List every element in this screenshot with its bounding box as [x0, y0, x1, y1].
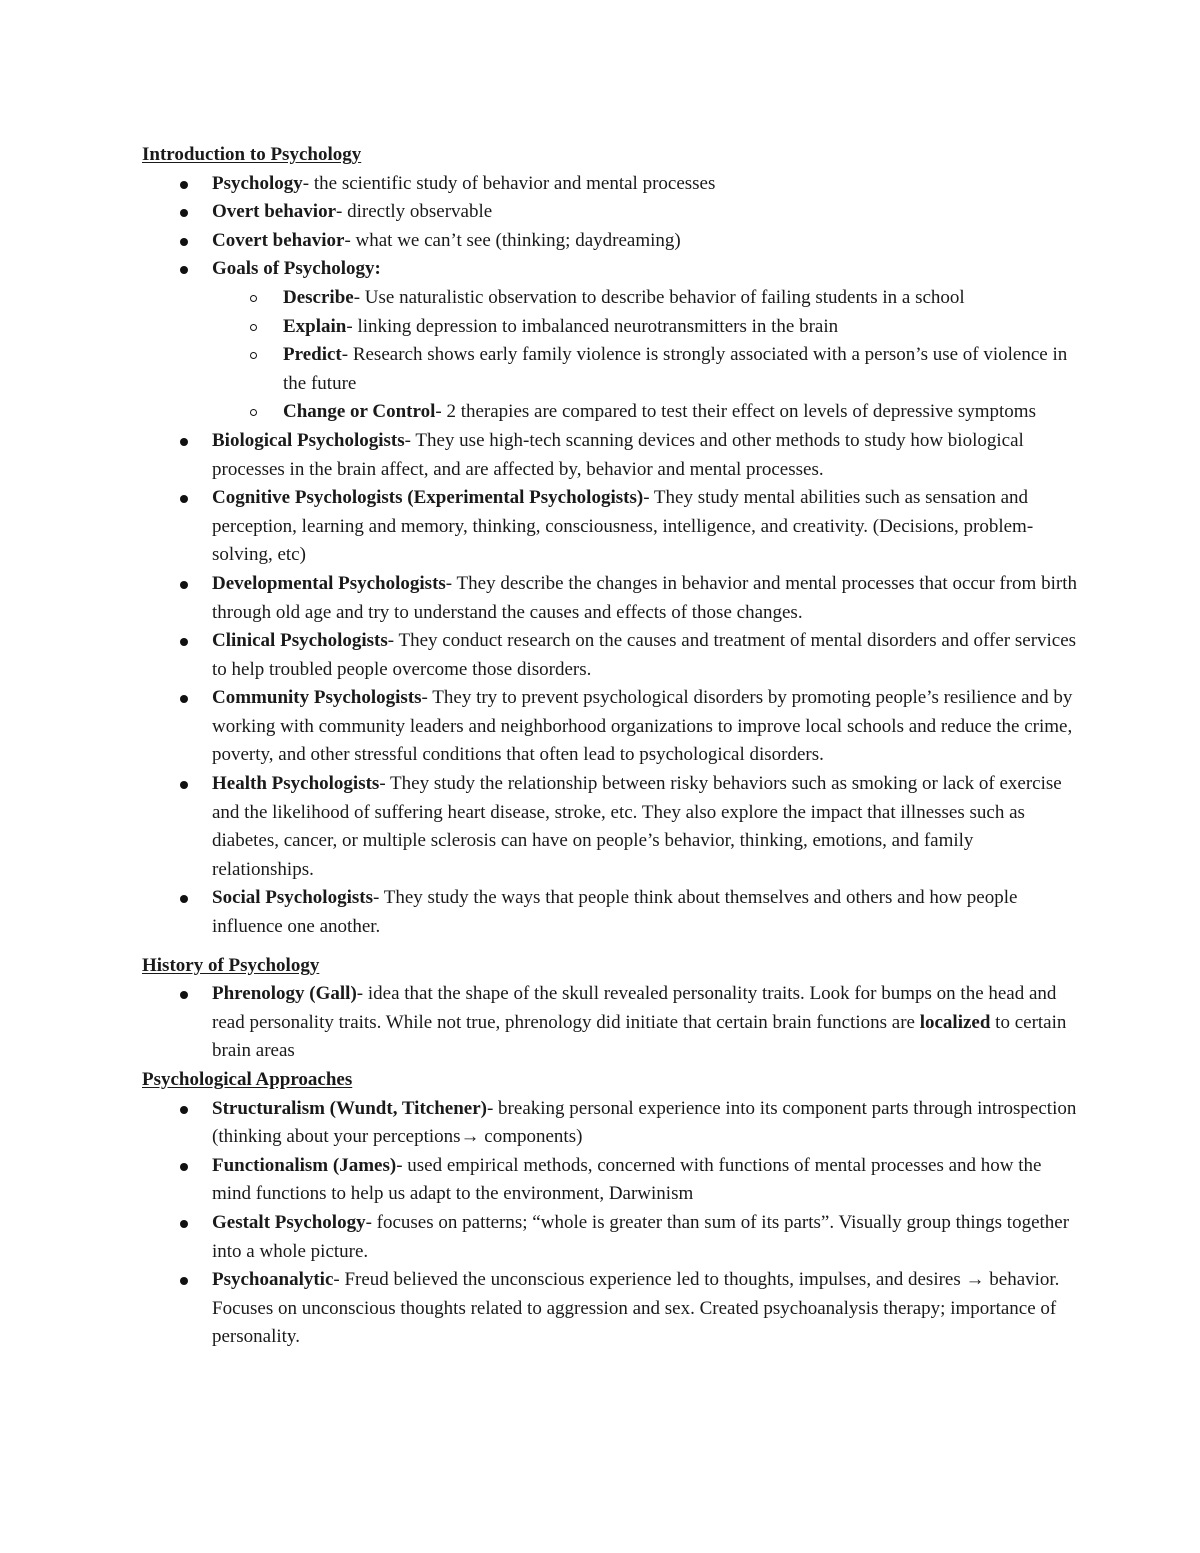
item-term: Goals of Psychology:	[212, 258, 381, 280]
list-item	[212, 684, 1080, 770]
item-text: - They study mental abilities such as sensation and perception, learning and memory, thinking, consciousness, intelligence, and creativity. (Decisions, problem-solving, etc)	[212, 487, 1034, 566]
item-text: - They try to prevent psychological disorders by promoting people’s resilience and by working with community leaders and neighborhood organizations to improve local schools and reduce the crime, poverty, and other stressful conditions that often lead to psychological disorders.	[212, 687, 1073, 766]
subitem-term: Predict	[283, 344, 342, 366]
item-term: Covert behavior	[212, 229, 345, 251]
list-item	[212, 1152, 1080, 1209]
item-term: Health Psychologists	[212, 773, 380, 795]
list-item	[212, 170, 1080, 199]
section-list-introduction	[142, 170, 1080, 942]
item-text: - the scientific study of behavior and mental processes	[302, 172, 716, 194]
item-text: - focuses on patterns; “whole is greater than sum of its parts”. Visually group things together into a whole picture.	[212, 1211, 1070, 1262]
item-term: Gestalt Psychology	[212, 1211, 366, 1233]
item-term-inline: localized	[919, 1011, 991, 1033]
item-text: - idea that the shape of the skull revealed personality traits. Look for bumps on the head and read personality traits. While not true, phrenology did initiate that certain brain functions are	[212, 983, 1057, 1033]
item-term: Cognitive Psychologists (Experimental Psychologists)	[212, 487, 644, 509]
sublist-item	[283, 341, 1080, 398]
item-term: Clinical Psychologists	[212, 630, 388, 652]
list-item	[212, 1095, 1080, 1152]
subitem-term: Describe	[283, 286, 354, 308]
section-list-approaches	[142, 1095, 1080, 1352]
item-text: - They describe the changes in behavior and mental processes that occur from birth through old age and try to understand the causes and effects of those changes.	[212, 572, 1077, 623]
subitem-term: Change or Control	[283, 401, 436, 423]
item-term: Community Psychologists	[212, 687, 422, 709]
subitem-term: Explain	[283, 315, 347, 337]
item-term: Overt behavior	[212, 201, 337, 223]
item-text: - breaking personal experience into its component parts through introspection (thinking about your perceptions→ components)	[212, 1097, 1077, 1148]
item-term: Psychoanalytic	[212, 1269, 334, 1291]
list-item	[212, 198, 1080, 227]
subitem-text: - linking depression to imbalanced neurotransmitters in the brain	[346, 315, 839, 337]
item-term: Developmental Psychologists	[212, 572, 446, 594]
sublist-item	[283, 398, 1080, 427]
list-item	[212, 627, 1080, 684]
item-text: - directly observable	[336, 201, 493, 223]
list-item	[212, 484, 1080, 570]
item-term: Structuralism (Wundt, Titchener)	[212, 1097, 487, 1119]
list-item	[212, 884, 1080, 941]
item-text: - They study the ways that people think about themselves and others and how people influence one another.	[212, 887, 1018, 938]
list-item	[212, 980, 1080, 1066]
item-text: - used empirical methods, concerned with functions of mental processes and how the mind functions to help us adapt to the environment, Darwinism	[212, 1154, 1042, 1205]
sublist-item	[283, 284, 1080, 313]
subitem-text: - 2 therapies are compared to test their effect on levels of depressive symptoms	[435, 401, 1036, 423]
item-term: Psychology	[212, 172, 303, 194]
sublist-goals	[212, 284, 1080, 427]
list-item	[212, 427, 1080, 484]
list-item	[212, 570, 1080, 627]
item-text: - They use high-tech scanning devices and other methods to study how biological processes in the brain affect, and are affected by, behavior and mental processes.	[212, 429, 1024, 480]
list-item	[212, 1209, 1080, 1266]
subitem-text: - Research shows early family violence is strongly associated with a person’s use of violence in the future	[283, 344, 1068, 394]
section-heading-history: History of Psychology	[142, 954, 320, 976]
list-item	[212, 255, 1080, 427]
list-item	[212, 770, 1080, 884]
item-term: Biological Psychologists	[212, 429, 405, 451]
item-term: Functionalism (James)	[212, 1154, 397, 1176]
section-list-history	[142, 980, 1080, 1066]
list-item	[212, 1266, 1080, 1352]
item-term: Phrenology (Gall)	[212, 983, 357, 1005]
item-text: - They study the relationship between risky behaviors such as smoking or lack of exercise and the likelihood of suffering heart disease, stroke, etc. They also explore the impact that illnesses such as diabetes, cancer, or multiple sclerosis can have on people’s behavior, thinking, emotions, and family relationships.	[212, 773, 1062, 880]
section-heading-introduction: Introduction to Psychology	[142, 144, 362, 165]
subitem-text: - Use naturalistic observation to describe behavior of failing students in a school	[353, 286, 965, 308]
list-item	[212, 227, 1080, 256]
sublist-item	[283, 313, 1080, 342]
section-heading-approaches: Psychological Approaches	[142, 1069, 353, 1090]
item-term: Social Psychologists	[212, 887, 373, 909]
item-text: - what we can’t see (thinking; daydreaming)	[344, 229, 681, 251]
item-text: - They conduct research on the causes and treatment of mental disorders and offer services to help troubled people overcome those disorders.	[212, 630, 1077, 680]
item-text-tail: to certain brain areas	[212, 1011, 1067, 1062]
item-text: - Freud believed the unconscious experience led to thoughts, impulses, and desires → behavior. Focuses on unconscious thoughts related to aggression and sex. Created psychoanalysis therapy; importance of personality.	[212, 1269, 1060, 1348]
